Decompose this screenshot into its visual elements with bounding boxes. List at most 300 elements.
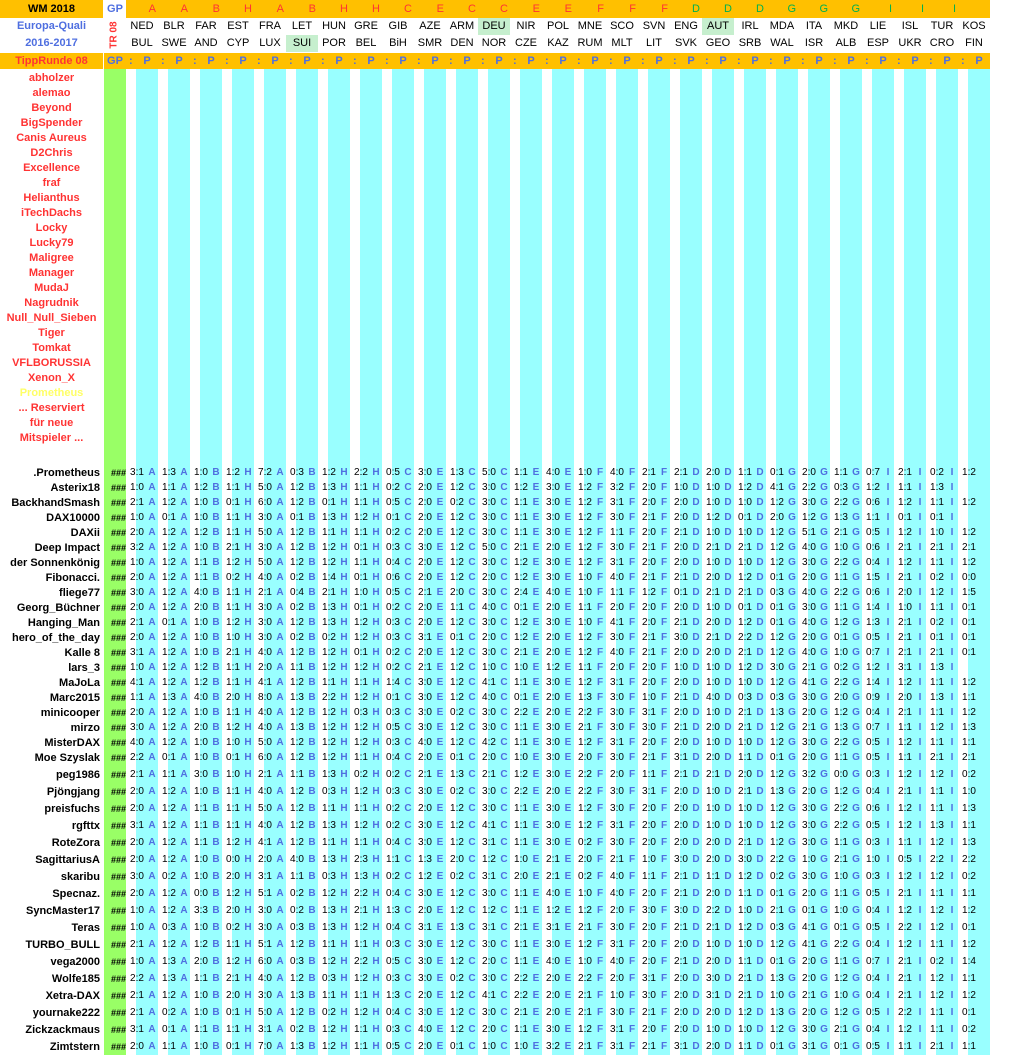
tip-cell: 2:1: [930, 1041, 944, 1052]
tip-group: F: [628, 707, 636, 718]
tip-cell: 1:0: [962, 786, 976, 797]
tip-cell: 1:2: [898, 1024, 912, 1035]
tip-cell: 0:1: [930, 632, 944, 643]
tip-group: E: [436, 632, 444, 643]
tip-cell: 1:3: [322, 617, 336, 628]
tip-cell: 1:2: [898, 803, 912, 814]
tip-group: I: [886, 1007, 890, 1018]
player-name[interactable]: Tomkat: [32, 342, 71, 354]
tipper-name[interactable]: fliege77: [59, 586, 100, 599]
tip-group: [978, 938, 990, 952]
tipper-name[interactable]: mirzo: [70, 721, 100, 734]
tip-cell: 1:0: [738, 527, 752, 538]
tip-cell: 1:1: [194, 557, 208, 568]
tip-cell: 3:0: [802, 737, 816, 748]
tip-cell: 4:1: [482, 677, 496, 688]
tip-cell: 1:2: [578, 482, 592, 493]
tip-group: E: [436, 786, 444, 797]
tip-group: I: [886, 602, 890, 613]
tip-group: G: [852, 752, 860, 763]
player-name[interactable]: abholzer: [28, 72, 75, 84]
tip-group: B: [308, 1007, 316, 1018]
tipper-name[interactable]: Zickzackmaus: [25, 1023, 100, 1036]
tip-cell: 1:2: [162, 990, 176, 1001]
tip-group: A: [180, 973, 188, 984]
tip-cell: 2:1: [674, 871, 688, 882]
tip-group: B: [308, 786, 316, 797]
tip-group: A: [180, 803, 188, 814]
tip-group: G: [820, 973, 828, 984]
tip-cell: 1:1: [962, 737, 976, 748]
tipper-name[interactable]: Xetra-DAX: [45, 989, 100, 1002]
tip-group: F: [660, 939, 668, 950]
tip-cell: 1:2: [290, 557, 304, 568]
hash-cell: ###: [110, 1024, 126, 1035]
tip-group: I: [918, 990, 922, 1001]
tip-cell: 1:2: [738, 572, 752, 583]
tip-group: F: [660, 542, 668, 553]
tip-group: H: [244, 956, 252, 967]
tipper-name[interactable]: yournake222: [32, 1006, 100, 1019]
tip-cell: 0:3: [386, 1024, 400, 1035]
tip-group: A: [276, 1024, 284, 1035]
tip-cell: 4:0: [482, 602, 496, 613]
tip-cell: 2:0: [610, 602, 624, 613]
tip-cell: 1:0: [194, 737, 208, 748]
tipper-name[interactable]: Asterix18: [50, 481, 100, 494]
tip-group: D: [756, 662, 764, 673]
tip-cell: 2:1: [738, 786, 752, 797]
group-letter: H: [318, 0, 350, 18]
player-name[interactable]: Nagrudnik: [24, 297, 79, 309]
tip-cell: 2:0: [482, 632, 496, 643]
tip-group: I: [918, 973, 922, 984]
tip-group: C: [468, 677, 476, 688]
tip-cell: 2:0: [418, 803, 432, 814]
away-team: CZE: [515, 37, 537, 49]
tip-cell: 1:1: [962, 820, 976, 831]
tip-group: A: [276, 1007, 284, 1018]
tip-cell: 4:0: [546, 956, 560, 967]
player-name[interactable]: Canis Aureus: [16, 132, 87, 144]
tip-group: B: [212, 617, 220, 628]
p-col-label: :: [574, 53, 606, 69]
tip-group: G: [788, 786, 796, 797]
tip-cell: 1:2: [546, 905, 560, 916]
tip-cell: 1:0: [738, 803, 752, 814]
tip-group: I: [918, 1041, 922, 1052]
home-team: BLR: [163, 20, 185, 32]
tip-cell: 1:1: [226, 602, 240, 613]
player-name[interactable]: Maligree: [29, 252, 74, 264]
tip-group: A: [180, 820, 188, 831]
player-name[interactable]: Null_Null_Sieben: [6, 312, 97, 324]
tip-cell: 4:0: [418, 737, 432, 748]
home-team: NIR: [516, 20, 536, 32]
tip-group: [978, 526, 990, 540]
tip-group: A: [180, 602, 188, 613]
tip-cell: 1:0: [578, 587, 592, 598]
player-name[interactable]: VFLBORUSSIA: [12, 357, 91, 369]
tipper-name[interactable]: lars_3: [68, 661, 100, 674]
player-name[interactable]: alemao: [32, 87, 71, 99]
tip-cell: 4:0: [194, 587, 208, 598]
tipper-name[interactable]: hero_of_the_day: [11, 631, 100, 644]
tip-cell: 3:3: [194, 905, 208, 916]
player-name[interactable]: Tiger: [38, 327, 65, 339]
tip-cell: 2:0: [674, 647, 688, 658]
tip-group: [978, 785, 990, 799]
tip-group: [978, 853, 990, 867]
tip-group: H: [372, 542, 380, 553]
tip-cell: 1:2: [162, 837, 176, 848]
tip-cell: 3:0: [674, 905, 688, 916]
tip-cell: 2:2: [962, 854, 976, 865]
tip-cell: 1:1: [322, 677, 336, 688]
tipper-name[interactable]: skaribu: [60, 870, 100, 883]
player-name[interactable]: Mitspieler ...: [19, 432, 84, 444]
tip-cell: 2:2: [834, 587, 848, 598]
tip-group: H: [372, 572, 380, 583]
tip-group: G: [788, 1041, 796, 1052]
tip-group: C: [404, 956, 412, 967]
tip-group: F: [596, 512, 604, 523]
tip-cell: 0:1: [962, 602, 976, 613]
tip-cell: 4:1: [610, 617, 624, 628]
tip-cell: 0:5: [386, 467, 400, 478]
tipper-name[interactable]: Deep Impact: [34, 541, 100, 554]
sheet-title: WM 2018: [0, 0, 103, 18]
tipper-name[interactable]: Wolfe185: [51, 972, 100, 985]
tip-group: G: [788, 602, 796, 613]
tip-group: F: [628, 769, 636, 780]
player-name[interactable]: Helianthus: [23, 192, 80, 204]
tip-group: I: [918, 707, 922, 718]
tip-cell: 1:1: [930, 707, 944, 718]
tip-group: E: [564, 632, 572, 643]
tipper-name[interactable]: minicooper: [40, 706, 100, 719]
tip-group: F: [596, 888, 604, 899]
tipper-name[interactable]: MaJoLa: [59, 676, 100, 689]
tip-cell: 1:1: [834, 572, 848, 583]
tipper-name[interactable]: Hanging_Man: [27, 616, 100, 629]
tip-group: G: [788, 888, 796, 899]
tip-cell: 1:2: [578, 527, 592, 538]
tip-cell: 0:1: [802, 905, 816, 916]
tip-cell: 2:1: [578, 1041, 592, 1052]
player-name[interactable]: Excellence: [23, 162, 80, 174]
player-name[interactable]: D2Chris: [30, 147, 73, 159]
player-name[interactable]: Xenon_X: [27, 372, 76, 384]
tip-cell: 1:1: [514, 820, 528, 831]
away-team: SMR: [417, 37, 443, 49]
player-name[interactable]: Manager: [28, 267, 75, 279]
tip-cell: 1:2: [194, 662, 208, 673]
tip-cell: 2:1: [418, 769, 432, 780]
tipper-name[interactable]: vega2000: [50, 955, 100, 968]
tip-group: A: [180, 1041, 188, 1052]
tip-cell: 2:2: [130, 752, 144, 763]
tip-cell: 1:2: [578, 803, 592, 814]
tip-group: E: [532, 527, 540, 538]
tip-cell: 1:2: [162, 854, 176, 865]
tip-group: B: [308, 632, 316, 643]
tipper-name[interactable]: BackhandSmash: [11, 496, 100, 509]
tip-group: H: [340, 602, 348, 613]
tip-group: C: [404, 786, 412, 797]
home-team: EST: [227, 20, 249, 32]
tipper-name[interactable]: preisfuchs: [44, 802, 100, 815]
tip-group: D: [756, 602, 764, 613]
tip-cell: 1:2: [162, 557, 176, 568]
tip-group: I: [886, 512, 890, 523]
tip-group: F: [596, 737, 604, 748]
tipper-name[interactable]: Fibonacci.: [45, 571, 100, 584]
tip-group: D: [692, 692, 700, 703]
tip-group: H: [372, 752, 380, 763]
away-team: LUX: [259, 37, 281, 49]
tip-cell: 2:1: [130, 769, 144, 780]
tip-group: C: [404, 803, 412, 814]
tipper-name[interactable]: SagittariusA: [35, 853, 100, 866]
tipper-name[interactable]: Teras: [71, 921, 100, 934]
tipper-name[interactable]: Zimtstern: [49, 1040, 100, 1053]
home-team: FAR: [195, 20, 217, 32]
tip-cell: 1:2: [162, 527, 176, 538]
tip-cell: 0:1: [162, 752, 176, 763]
tip-group: I: [918, 557, 922, 568]
group-letter: E: [414, 0, 446, 18]
tip-cell: 2:0: [802, 973, 816, 984]
tip-group: A: [148, 692, 156, 703]
tip-group: I: [918, 632, 922, 643]
tipper-name[interactable]: Moe Szyslak: [34, 751, 100, 764]
tipper-name[interactable]: RoteZora: [51, 836, 100, 849]
tip-cell: 1:2: [162, 542, 176, 553]
tip-cell: 2:0: [130, 707, 144, 718]
tip-cell: 2:0: [674, 557, 688, 568]
tipper-name[interactable]: Kalle 8: [64, 646, 100, 659]
tipper-name[interactable]: DAX10000: [46, 511, 100, 524]
tip-group: C: [404, 752, 412, 763]
tip-group: B: [308, 677, 316, 688]
tip-group: E: [532, 939, 540, 950]
tip-group: F: [628, 572, 636, 583]
away-team: SVK: [674, 37, 697, 49]
group-letter: A: [126, 0, 158, 18]
tip-cell: 3:0: [610, 632, 624, 643]
tip-cell: 3:0: [418, 888, 432, 899]
player-name[interactable]: Prometheus: [19, 387, 84, 399]
tip-cell: 1:0: [578, 572, 592, 583]
tip-cell: 0:3: [162, 922, 176, 933]
tip-group: H: [372, 888, 380, 899]
tip-group: I: [886, 752, 890, 763]
tip-group: F: [596, 542, 604, 553]
tip-group: E: [564, 557, 572, 568]
tip-cell: 0:1: [162, 1024, 176, 1035]
hash-cell: ###: [110, 956, 126, 967]
player-name[interactable]: ... Reserviert: [18, 402, 85, 414]
tipper-name[interactable]: .Prometheus: [33, 466, 100, 479]
tip-cell: 1:3: [386, 905, 400, 916]
tipper-name[interactable]: TURBO_BULL: [25, 938, 100, 951]
tip-cell: 2:0: [226, 692, 240, 703]
tip-cell: 2:1: [130, 939, 144, 950]
tip-cell: 3:0: [610, 837, 624, 848]
tip-group: D: [724, 769, 732, 780]
tip-cell: 1:2: [962, 990, 976, 1001]
tip-group: A: [148, 956, 156, 967]
points-label: P: [207, 54, 215, 67]
tip-cell: 1:1: [866, 512, 880, 523]
tip-cell: 2:1: [898, 786, 912, 797]
tip-group: G: [788, 527, 796, 538]
tipper-name[interactable]: rgfttx: [71, 819, 100, 832]
tip-group: D: [724, 939, 732, 950]
hash-cell: ###: [110, 973, 126, 984]
points-label: P: [367, 54, 375, 67]
player-name[interactable]: BigSpender: [20, 117, 83, 129]
tip-cell: 3:0: [546, 527, 560, 538]
tip-group: D: [692, 527, 700, 538]
tip-cell: 2:1: [514, 1007, 528, 1018]
away-team: DEN: [450, 37, 474, 49]
player-name[interactable]: iTechDachs: [21, 207, 82, 219]
tipper-name[interactable]: Specnaz.: [52, 887, 100, 900]
tipper-name[interactable]: Marc2015: [49, 691, 100, 704]
player-name[interactable]: Locky: [35, 222, 68, 234]
away-team: MLT: [611, 37, 633, 49]
tip-cell: 2:1: [706, 542, 720, 553]
tip-cell: 1:0: [194, 871, 208, 882]
tip-cell: 0:1: [962, 1007, 976, 1018]
tip-cell: 1:2: [770, 1024, 784, 1035]
tip-group: F: [596, 722, 604, 733]
tip-group: G: [820, 677, 828, 688]
tip-cell: 4:0: [802, 542, 816, 553]
tip-group: G: [788, 677, 796, 688]
tip-group: C: [404, 1007, 412, 1018]
tipper-name[interactable]: Georg_Büchner: [16, 601, 100, 614]
tip-cell: 3:0: [130, 871, 144, 882]
tip-group: A: [276, 769, 284, 780]
tip-group: E: [564, 692, 572, 703]
tip-cell: 2:0: [706, 752, 720, 763]
tip-group: E: [532, 467, 540, 478]
player-name[interactable]: fraf: [42, 177, 61, 189]
tip-group: F: [596, 922, 604, 933]
tip-group: H: [340, 1007, 348, 1018]
tip-cell: 1:1: [354, 837, 368, 848]
tip-group: B: [212, 939, 220, 950]
tip-group: B: [212, 662, 220, 673]
tip-group: D: [724, 820, 732, 831]
tip-cell: 1:2: [770, 803, 784, 814]
tip-group: E: [436, 820, 444, 831]
tip-group: F: [660, 1024, 668, 1035]
tip-group: H: [340, 722, 348, 733]
tip-group: G: [852, 467, 860, 478]
player-name[interactable]: MudaJ: [34, 282, 69, 294]
tip-cell: 4:1: [802, 939, 816, 950]
player-name[interactable]: Lucky79: [29, 237, 74, 249]
tip-group: B: [308, 905, 316, 916]
tip-group: G: [820, 692, 828, 703]
tip-group: A: [276, 922, 284, 933]
tip-cell: 3:0: [418, 786, 432, 797]
tip-group: C: [404, 737, 412, 748]
player-name[interactable]: Beyond: [31, 102, 72, 114]
tipper-name[interactable]: DAXii: [70, 526, 100, 539]
tipper-name[interactable]: SyncMaster17: [26, 904, 100, 917]
tip-group: D: [724, 527, 732, 538]
tip-group: E: [532, 871, 540, 882]
tip-cell: 1:1: [290, 662, 304, 673]
tip-cell: 1:1: [322, 939, 336, 950]
tip-group: A: [276, 632, 284, 643]
tip-group: E: [532, 922, 540, 933]
tip-group: C: [468, 871, 476, 882]
tip-cell: 1:2: [290, 482, 304, 493]
tip-group: H: [372, 677, 380, 688]
tip-group: F: [660, 662, 668, 673]
tip-cell: 0:3: [322, 973, 336, 984]
tip-cell: 2:0: [642, 527, 656, 538]
tip-cell: 5:0: [258, 737, 272, 748]
tip-group: E: [564, 769, 572, 780]
tip-group: D: [756, 482, 764, 493]
tip-cell: 3:1: [898, 662, 912, 673]
tipper-name[interactable]: der Sonnenkönig: [10, 556, 100, 569]
tip-group: E: [532, 497, 540, 508]
tip-group: A: [148, 557, 156, 568]
player-name[interactable]: für neue: [29, 417, 74, 429]
tipper-name[interactable]: peg1986: [55, 768, 100, 781]
tip-cell: 0:1: [322, 497, 336, 508]
tip-group: G: [820, 854, 828, 865]
tip-group: F: [660, 587, 668, 598]
tip-group: H: [372, 922, 380, 933]
tip-group: A: [180, 587, 188, 598]
tip-group: D: [756, 837, 764, 848]
hash-cell: ###: [110, 617, 126, 628]
tip-group: G: [852, 512, 860, 523]
tipper-name[interactable]: MisterDAX: [44, 736, 100, 749]
tipper-name[interactable]: Pjöngjang: [46, 785, 100, 798]
tip-group: G: [852, 662, 860, 673]
tip-group: E: [532, 905, 540, 916]
tip-cell: 3:0: [482, 527, 496, 538]
tip-group: [978, 768, 990, 782]
tip-group: F: [660, 737, 668, 748]
tip-group: F: [596, 707, 604, 718]
tip-cell: 0:2: [962, 769, 976, 780]
tip-cell: 1:3: [866, 617, 880, 628]
hash-cell: ###: [110, 888, 126, 899]
tip-group: F: [660, 722, 668, 733]
tip-cell: 3:1: [546, 922, 560, 933]
tip-cell: 3:0: [610, 542, 624, 553]
tip-cell: 2:0: [546, 990, 560, 1001]
tip-group: G: [852, 820, 860, 831]
tip-group: E: [436, 905, 444, 916]
hash-cell: ###: [110, 632, 126, 643]
tip-cell: 2:2: [354, 888, 368, 899]
tip-cell: 1:2: [290, 527, 304, 538]
tip-cell: 0:2: [450, 497, 464, 508]
tip-cell: 1:2: [770, 632, 784, 643]
